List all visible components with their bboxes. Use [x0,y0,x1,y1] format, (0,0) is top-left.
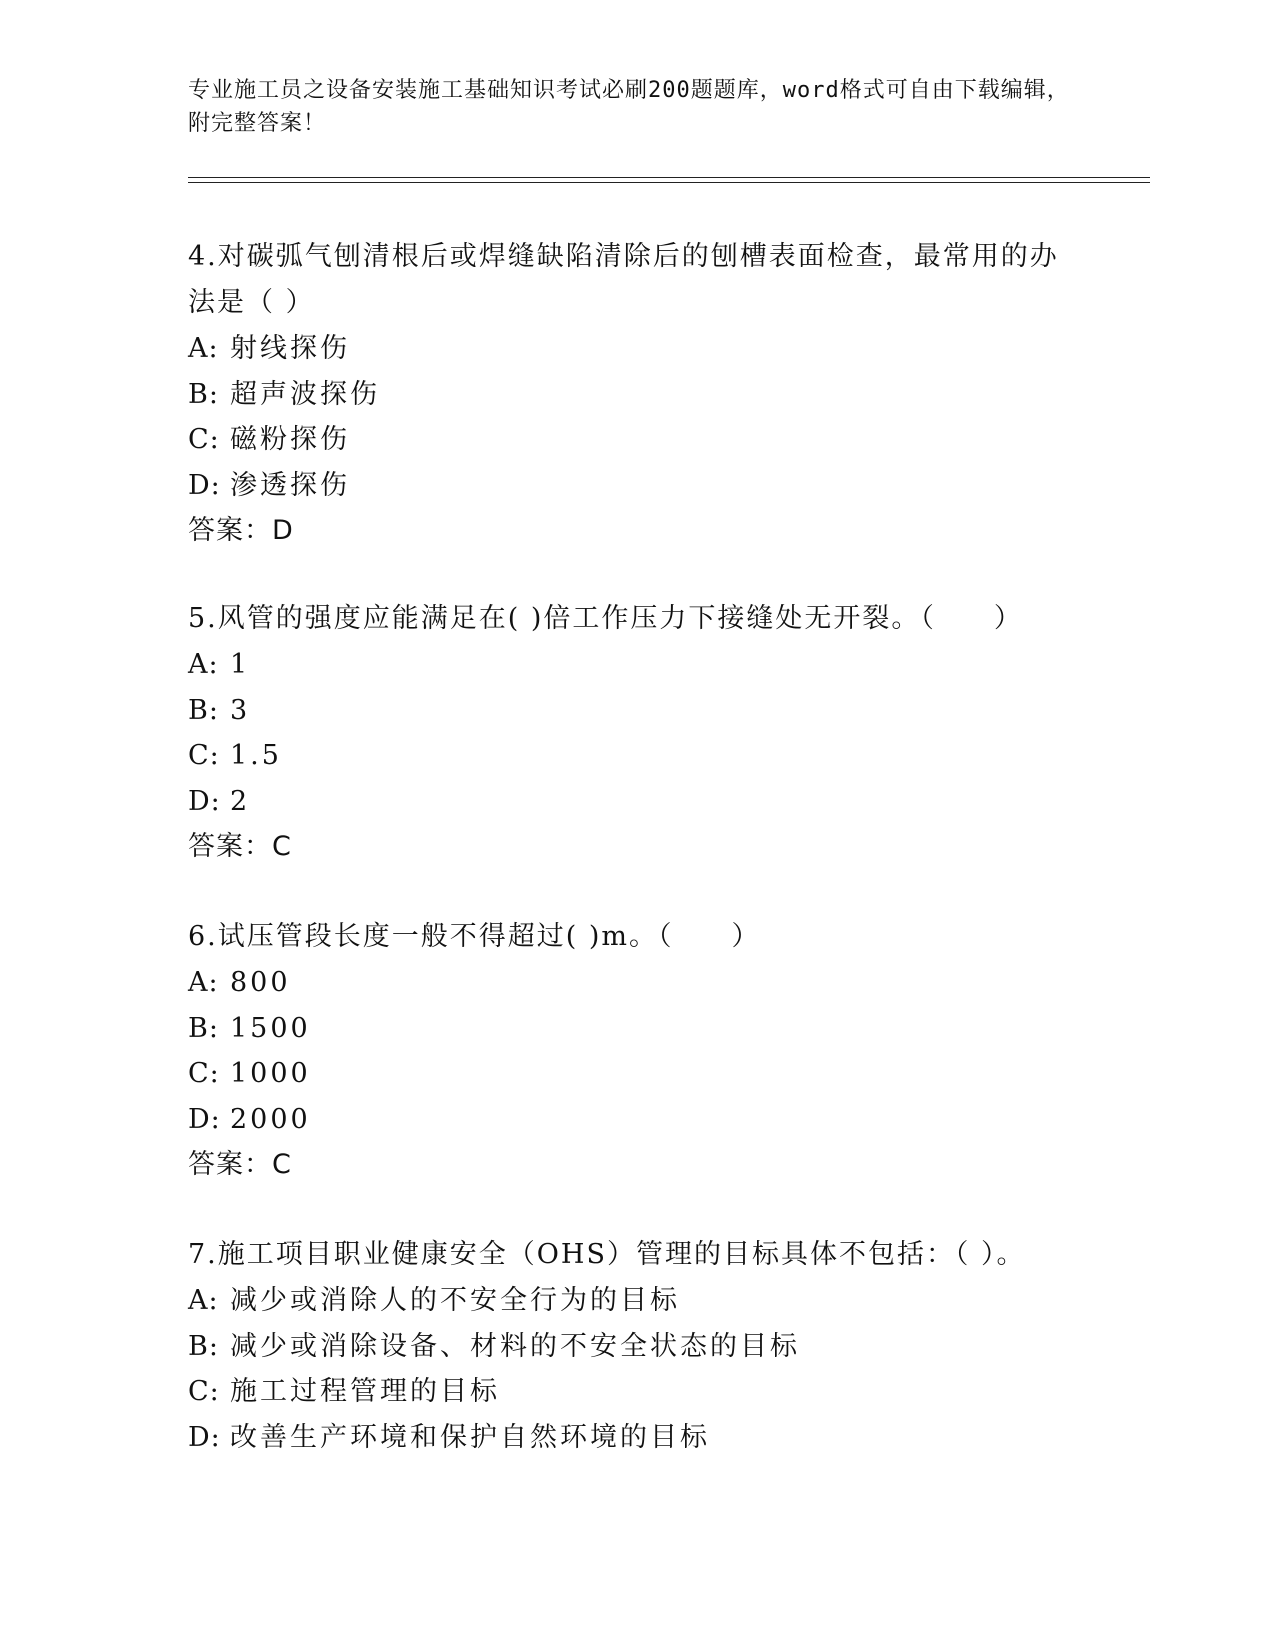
option-b [188,372,1068,418]
option-c [188,417,1068,463]
option-text: 2 [230,785,251,817]
option-letter: C: [188,740,220,771]
option-c [188,1051,1068,1097]
option-text: 1500 [230,1012,311,1044]
option-text: 射线探伤 [230,333,350,364]
question-stem: 7.施工项目职业健康安全（OHS）管理的目标具体不包括：（ ）。 [188,1239,1026,1270]
option-d [188,1415,1068,1461]
option-text: 改善生产环境和保护自然环境的目标 [230,1421,710,1453]
option-text: 2000 [230,1103,311,1135]
question-stem: 6.试压管段长度一般不得超过( )m。（ ） [188,921,761,952]
answer-line: 答案：C [188,1149,292,1180]
header-divider-top [188,177,1150,178]
option-letter: A: [188,333,219,364]
option-text: 超声波探伤 [230,378,380,410]
option-text: 施工过程管理的目标 [230,1376,500,1407]
option-text: 渗透探伤 [230,469,350,501]
option-a [188,326,1068,372]
option-a [188,960,1068,1006]
option-text: 1000 [230,1058,311,1089]
question-6 [188,914,1068,1188]
option-text: 减少或消除设备、材料的不安全状态的目标 [230,1330,800,1362]
header-divider-bottom [188,182,1150,183]
option-letter: C: [188,1376,220,1407]
option-letter: B: [188,1012,219,1044]
option-letter: D: [188,785,221,817]
option-letter: A: [188,1285,219,1316]
option-text: 1 [230,649,251,680]
answer-line: 答案：C [188,831,292,862]
option-letter: D: [188,1103,221,1135]
option-d [188,1097,1068,1143]
option-text: 减少或消除人的不安全行为的目标 [230,1285,680,1316]
option-letter: B: [188,694,219,726]
option-letter: D: [188,1421,221,1453]
question-stem: 5.风管的强度应能满足在( )倍工作压力下接缝处无开裂。（ ） [188,603,1023,634]
option-letter: A: [188,649,219,680]
answer-line: 答案：D [188,515,294,546]
option-text: 磁粉探伤 [230,424,350,455]
question-4 [188,234,1068,554]
option-text: 3 [230,694,251,726]
option-b [188,1324,1068,1370]
option-a [188,1278,1068,1324]
option-letter: C: [188,424,220,455]
option-letter: A: [188,967,219,998]
option-c [188,733,1068,779]
question-5 [188,596,1068,870]
option-d [188,463,1068,509]
option-letter: C: [188,1058,220,1089]
document-header: 专业施工员之设备安装施工基础知识考试必刷200题题库，word格式可自由下载编辑，附完整答案！ [188,78,1070,136]
option-letter: B: [188,1330,219,1362]
option-d [188,779,1068,825]
option-b [188,688,1068,734]
option-letter: D: [188,469,221,501]
option-letter: B: [188,378,219,410]
option-b [188,1006,1068,1052]
option-text: 800 [230,967,291,998]
option-text: 1.5 [230,740,282,771]
option-c [188,1369,1068,1415]
option-a [188,642,1068,688]
question-7 [188,1232,1068,1460]
question-stem: 4.对碳弧气刨清根后或焊缝缺陷清除后的刨槽表面检查，最常用的办法是（ ） [188,241,1059,318]
